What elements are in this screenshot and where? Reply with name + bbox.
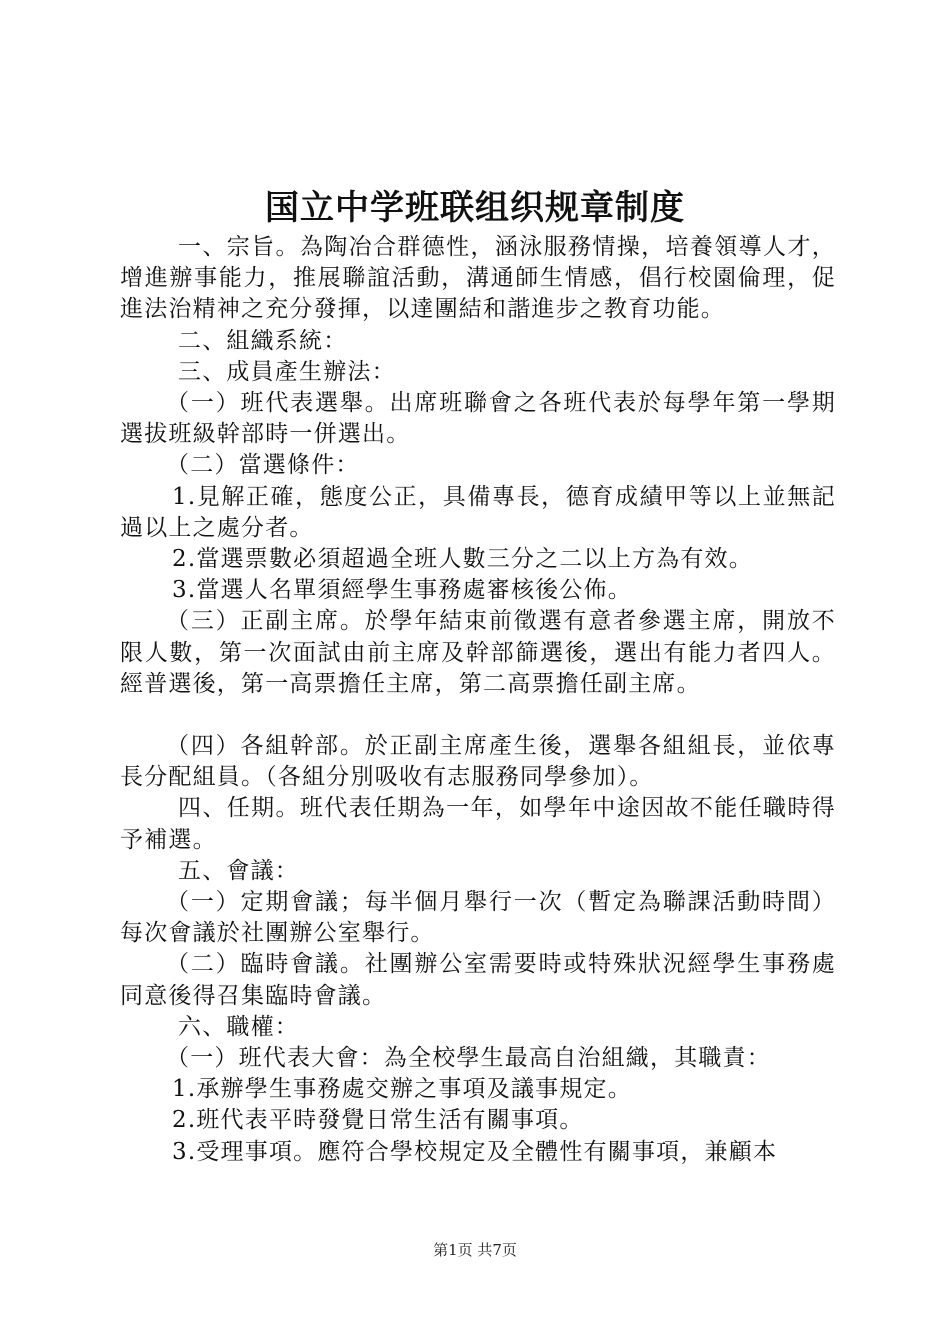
paragraph-regular-meeting: （一）定期會議；每半個月舉行一次（暫定為聯課活動時間）每次會議於社團辦公室舉行。 [120, 889, 836, 947]
paragraph-eligibility-2: 2.當選票數必須超過全班人數三分之二以上方為有效。 [172, 546, 753, 573]
paragraph-class-rep-election: （一）班代表選舉。出席班聯會之各班代表於每學年第一學期選拔班級幹部時一併選出。 [120, 390, 836, 448]
paragraph-duty-3: 3.受理事項。應符合學校規定及全體性有關事項，兼顧本 [172, 1138, 778, 1165]
paragraph-special-meeting: （二）臨時會議。社團辦公室需要時或特殊狀況經學生事務處同意後得召集臨時會議。 [120, 951, 836, 1009]
paragraph-officers: （四）各組幹部。於正副主席產生後，選舉各組組長，並依專長分配組員。（各組分別吸收有志服務同學參加）。 [120, 733, 836, 791]
paragraph-eligibility: （二）當選條件： [166, 452, 360, 479]
paragraph-meetings: 五、會議： [178, 857, 299, 884]
paragraph-rep-assembly: （一）班代表大會：為全校學生最高自治組織，其職責： [166, 1045, 771, 1072]
page-number: 第1页 共7页 [433, 1241, 517, 1259]
paragraph-chairs: （三）正副主席。於學年結束前徵選有意者參選主席，開放不限人數，第一次面試由前主席及幹部篩選後，選出有能力者四人。經普選後，第一高票擔任主席，第二高票擔任副主席。 [120, 608, 836, 697]
paragraph-eligibility-1: 1.見解正確，態度公正，具備專長，德育成績甲等以上並無記過以上之處分者。 [120, 483, 836, 541]
paragraph-powers: 六、職權： [178, 1013, 299, 1040]
document-body [120, 232, 836, 1168]
paragraph-term: 四、任期。班代表任期為一年，如學年中途因故不能任職時得予補選。 [120, 795, 836, 853]
paragraph-member-selection: 三、成員產生辦法： [178, 358, 396, 385]
paragraph-organization: 二、組織系統： [178, 327, 348, 354]
document-title: 国立中学班联组织规章制度 [265, 188, 685, 228]
paragraph-purpose: 一、宗旨。為陶冶合群德性，涵泳服務情操，培養領導人才，增進辦事能力，推展聯誼活動，溝通師生情感，倡行校園倫理，促進法治精神之充分發揮，以達團結和諧進步之教育功能。 [120, 234, 836, 323]
paragraph-duty-2: 2.班代表平時發覺日常生活有關事項。 [172, 1107, 584, 1134]
paragraph-duty-1: 1.承辦學生事務處交辦之事項及議事規定。 [172, 1076, 632, 1103]
paragraph-eligibility-3: 3.當選人名單須經學生事務處審核後公佈。 [172, 577, 632, 604]
